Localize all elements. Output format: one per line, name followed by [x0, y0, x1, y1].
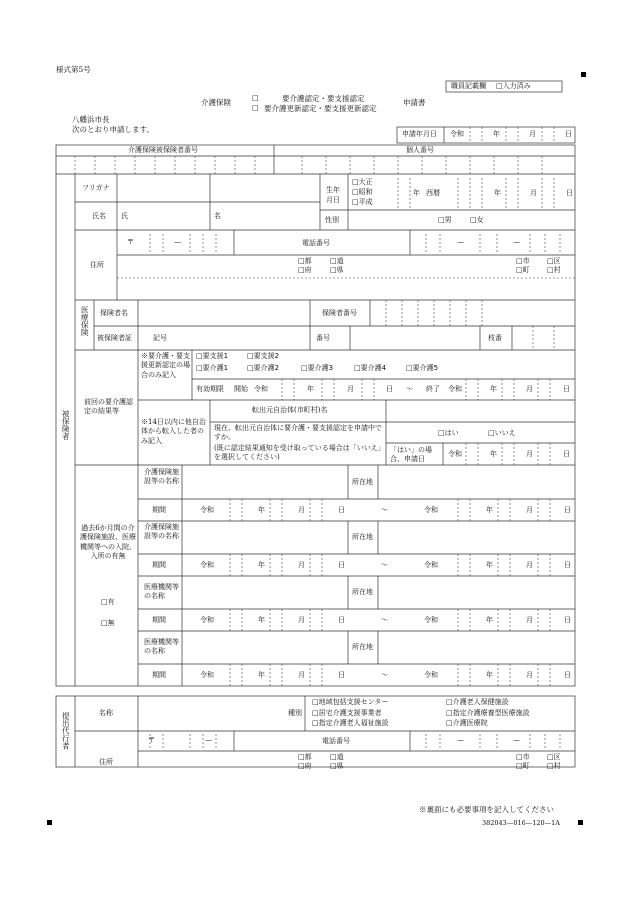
yes-date-day: 日: [563, 450, 570, 458]
birth-month: 月: [530, 189, 537, 197]
transfer-yes-checkbox[interactable]: □はい: [438, 429, 459, 437]
city-machi-checkbox[interactable]: □町: [516, 266, 530, 274]
insured-side-label: 被保険者: [61, 410, 71, 440]
title-checkbox-2[interactable]: □: [252, 104, 259, 112]
location-label-3: 所在地: [352, 588, 373, 596]
title-option-1: 要介護認定・要支援認定: [282, 94, 365, 103]
period4-month: 月: [298, 671, 305, 679]
valid-end-month: 月: [526, 385, 533, 393]
period-label-1: 期間: [152, 506, 166, 514]
postal-mark: 〒: [127, 238, 134, 246]
care-level-shien2[interactable]: □要支援2: [247, 352, 280, 360]
period1-month: 月: [298, 506, 305, 514]
care-level-kaigo2[interactable]: □要介護2: [247, 364, 280, 372]
agent-pref-do[interactable]: □道: [330, 753, 344, 761]
city-ku-checkbox[interactable]: □区: [547, 257, 561, 265]
valid-start-label: 開始: [234, 385, 248, 393]
edaban-label: 枝番: [488, 334, 502, 342]
location-label-2: 所在地: [352, 533, 373, 541]
period4-era-end: 令和: [424, 671, 438, 679]
period1-end-day: 日: [564, 506, 571, 514]
period4-end-year: 年: [486, 671, 493, 679]
period4-tilde: ～: [381, 671, 388, 679]
period2-year: 年: [258, 561, 265, 569]
valid-start-era: 令和: [254, 385, 268, 393]
pref-fu-checkbox[interactable]: □府: [298, 266, 312, 274]
period2-end-day: 日: [564, 561, 571, 569]
agent-type-1[interactable]: □地域包括支援センター: [312, 698, 389, 706]
valid-end-year: 年: [490, 385, 497, 393]
transfer-question: 現在、転出元自治体に要介護・要支援認定を申請中ですか。: [214, 424, 382, 442]
care-level-kaigo1[interactable]: □要介護1: [196, 364, 229, 372]
period1-era-end: 令和: [424, 506, 438, 514]
agent-type-2[interactable]: □居宅介護支援事業者: [312, 709, 382, 717]
period2-end-month: 月: [526, 561, 533, 569]
apply-date-day: 日: [565, 130, 572, 138]
period4-era-start: 令和: [200, 671, 214, 679]
renewal-note: ※要介護・要支援更新認定の場合のみ記入: [141, 352, 190, 379]
postal-dash: —: [174, 238, 181, 246]
agent-type-6[interactable]: □介護医療院: [446, 719, 488, 727]
period3-era-start: 令和: [200, 616, 214, 624]
apply-date-label: 申請年月日: [402, 130, 437, 138]
care-level-kaigo3[interactable]: □要介護3: [301, 364, 334, 372]
period1-end-year: 年: [486, 506, 493, 514]
period3-end-month: 月: [526, 616, 533, 624]
facility-name-label-1: 介護保険施設等の名称: [144, 468, 179, 486]
pref-ken-checkbox[interactable]: □県: [330, 266, 344, 274]
facility-none-checkbox[interactable]: □無: [101, 619, 115, 627]
footer-note: ※裏面にも必要事項を記入してください: [419, 805, 554, 814]
surname-label: 氏: [121, 212, 128, 220]
name-label: 氏名: [92, 212, 106, 220]
phone-dash-1: —: [457, 238, 464, 246]
valid-end-label: 終了: [426, 385, 440, 393]
period1-tilde: ～: [381, 506, 388, 514]
prev-result-label: 前回の要介護認定の結果等: [84, 398, 133, 416]
agent-city-mura[interactable]: □村: [547, 762, 561, 770]
yes-date-era: 令和: [448, 450, 462, 458]
address-label: 住所: [90, 261, 104, 269]
period3-end-year: 年: [486, 616, 493, 624]
period3-month: 月: [298, 616, 305, 624]
bango-label: 番号: [316, 334, 330, 342]
period3-year: 年: [258, 616, 265, 624]
period-label-2: 期間: [152, 561, 166, 569]
care-level-kaigo4[interactable]: □要介護4: [354, 364, 387, 372]
valid-start-day: 日: [386, 385, 393, 393]
personal-number-label: 個人番号: [406, 146, 434, 154]
period1-era-start: 令和: [200, 506, 214, 514]
facility-has-checkbox[interactable]: □有: [101, 598, 115, 606]
agent-address-label: 住所: [99, 758, 113, 766]
agent-side-label: 提出代行者: [61, 712, 71, 750]
phone-dash-2: —: [513, 238, 520, 246]
sex-label: 性別: [325, 216, 339, 224]
pref-do-checkbox[interactable]: □道: [330, 257, 344, 265]
period2-era-start: 令和: [200, 561, 214, 569]
transfer-question-note: (既に認定結果通知を受け取っている場合は「いいえ」を選択してください): [214, 444, 382, 462]
valid-start-month: 月: [347, 385, 354, 393]
care-level-shien1[interactable]: □要支援1: [196, 352, 229, 360]
yes-date-year: 年: [490, 450, 497, 458]
period2-era-end: 令和: [424, 561, 438, 569]
agent-pref-fu[interactable]: □府: [298, 762, 312, 770]
yes-apply-date-label: 「はい」の場合、申請日: [390, 446, 432, 464]
facility-question: 過去6か月間の介護保険施設、医療機関等への入院、入所の有無: [80, 524, 136, 561]
staff-box-label: 職員記載欄: [451, 82, 486, 90]
birth-day: 日: [566, 189, 573, 197]
period4-end-day: 日: [564, 671, 571, 679]
title-option-2: 要介護更新認定・要支援更新認定: [264, 104, 377, 113]
insured-card-label: 被保険者証: [97, 334, 132, 342]
medical-name-label-1: 医療機関等の名称: [144, 583, 179, 601]
title-prefix: 介護保険: [201, 98, 231, 107]
insured-number-label: 介護保険被保険者番号: [128, 146, 198, 154]
agent-type-label: 種別: [288, 709, 302, 717]
agent-type-3[interactable]: □指定介護老人福祉施設: [312, 719, 389, 727]
agent-city-shi[interactable]: □市: [516, 753, 530, 761]
period2-month: 月: [298, 561, 305, 569]
location-label-1: 所在地: [352, 478, 373, 486]
agent-postal-dash: —: [205, 736, 212, 744]
agent-pref-ken[interactable]: □県: [330, 762, 344, 770]
yes-date-month: 月: [526, 450, 533, 458]
period1-year: 年: [258, 506, 265, 514]
agent-phone-dash-1: —: [457, 736, 464, 744]
period2-tilde: ～: [381, 561, 388, 569]
intro-text: 次のとおり申請します。: [72, 125, 154, 134]
birth-label: 生年月日: [326, 186, 340, 205]
transfer-from-label: 転出元自治体(市町村)名: [252, 406, 328, 414]
input-done-checkbox[interactable]: □入力済み: [496, 82, 531, 90]
transfer-note: ※14日以内に他自治体から転入した者のみ記入: [141, 418, 206, 445]
valid-period-label: 有効期限: [196, 385, 224, 393]
agent-type-4[interactable]: □介護老人保健施設: [446, 698, 509, 706]
form-code: 382043—016—120—1A: [482, 819, 560, 827]
agent-name-label: 名称: [99, 709, 113, 717]
title-checkbox-1[interactable]: □: [252, 94, 259, 102]
valid-start-year: 年: [307, 385, 314, 393]
city-shi-checkbox[interactable]: □市: [516, 257, 530, 265]
birth-year: 年: [494, 189, 501, 197]
agent-pref-to[interactable]: □都: [298, 753, 312, 761]
pref-to-checkbox[interactable]: □都: [298, 257, 312, 265]
period-label-4: 期間: [152, 671, 166, 679]
birth-era-showa[interactable]: □昭和: [352, 188, 373, 196]
period3-era-end: 令和: [424, 616, 438, 624]
form-number: 様式第5号: [56, 65, 91, 74]
period1-day: 日: [338, 506, 345, 514]
medical-insurance-label: 医療保険: [80, 306, 90, 336]
agent-type-5[interactable]: □指定介護療養型医療施設: [446, 709, 530, 717]
city-mura-checkbox[interactable]: □村: [547, 266, 561, 274]
transfer-no-checkbox[interactable]: □いいえ: [488, 429, 516, 437]
furigana-label: フリガナ: [82, 184, 110, 192]
birth-era-taisho[interactable]: □大正: [352, 178, 373, 186]
location-label-4: 所在地: [352, 643, 373, 651]
birth-era-heisei[interactable]: □平成: [352, 198, 373, 206]
period3-day: 日: [338, 616, 345, 624]
kigo-label: 記号: [153, 334, 167, 342]
agent-phone-label: 電話番号: [322, 737, 350, 745]
addressee: 八幡浜市長: [72, 115, 110, 124]
period4-day: 日: [338, 671, 345, 679]
period3-tilde: ～: [381, 616, 388, 624]
insurer-number-label: 保険者番号: [322, 309, 357, 317]
period4-end-month: 月: [526, 671, 533, 679]
agent-city-machi[interactable]: □町: [516, 762, 530, 770]
agent-city-ku[interactable]: □区: [547, 753, 561, 761]
apply-date-era: 令和: [450, 130, 464, 138]
agent-phone-dash-2: —: [513, 736, 520, 744]
period2-day: 日: [338, 561, 345, 569]
valid-tilde: ～: [406, 385, 413, 393]
birth-seireki: 西暦: [426, 189, 440, 197]
period2-end-year: 年: [486, 561, 493, 569]
medical-name-label-2: 医療機関等の名称: [144, 638, 179, 656]
apply-date-year: 年: [493, 130, 500, 138]
period3-end-day: 日: [564, 616, 571, 624]
title-suffix: 申請書: [403, 98, 426, 107]
sex-male-checkbox[interactable]: □男: [438, 216, 452, 224]
period1-end-month: 月: [526, 506, 533, 514]
apply-date-month: 月: [529, 130, 536, 138]
care-level-kaigo5[interactable]: □要介護5: [406, 364, 439, 372]
valid-end-era: 令和: [448, 385, 462, 393]
period4-year: 年: [258, 671, 265, 679]
facility-name-label-2: 介護保険施設等の名称: [144, 523, 179, 541]
valid-end-day: 日: [563, 385, 570, 393]
given-name-label: 名: [214, 212, 221, 220]
phone-label: 電話番号: [302, 239, 330, 247]
insurer-name-label: 保険者名: [100, 309, 128, 317]
birth-nen: 年: [413, 189, 420, 197]
agent-postal-mark: 〒: [148, 736, 155, 744]
sex-female-checkbox[interactable]: □女: [470, 216, 484, 224]
period-label-3: 期間: [152, 616, 166, 624]
